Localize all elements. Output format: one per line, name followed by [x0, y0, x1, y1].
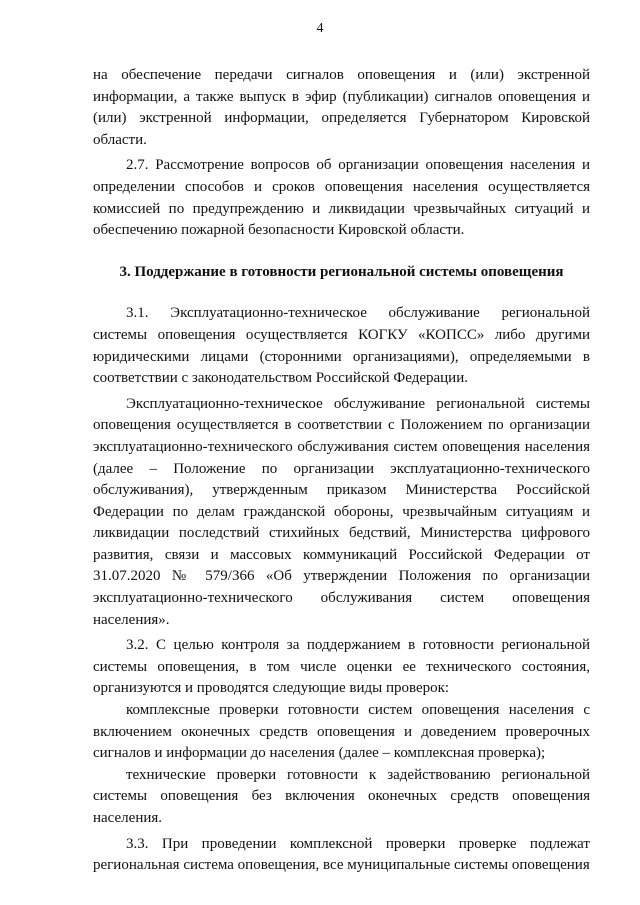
paragraph-maintenance: Эксплуатационно-техническое обслуживание региональной системы оповещения осуществляется в соответствии с Положением по организации эксплуатационно-технического обслуживания систем оповещения населения (далее – Положение по организации эксплуатационно-технического обслуживания), утвержденным приказом Министерства Российской Федерации по делам гражданской обороны, чрезвычайным ситуациям и ликвидации последствий стихийных бедствий, Министерства цифрового развития, связи и массовых коммуникаций Российской Федерации от 31.07.2020 № 579/366 «Об утверждении Положения по организации эксплуатационно-технического обслуживания систем оповещения населения».	[93, 395, 590, 628]
document-body	[93, 65, 590, 877]
section-heading-3: 3. Поддержание в готовности региональной системы оповещения	[119, 263, 564, 280]
paragraph-technical-checks: технические проверки готовности к задействованию региональной системы оповещения без включения оконечных средств оповещения населения.	[93, 766, 590, 826]
paragraph-3-2: 3.2. С целью контроля за поддержанием в готовности региональной системы оповещения, в том числе оценки ее технического состояния, организуются и проводятся следующие виды проверок:	[93, 637, 590, 697]
paragraph-3-1: 3.1. Эксплуатационно-техническое обслуживание региональной системы оповещения осуществляется КОГКУ «КОПСС» либо другими юридическими лицами (сторонними организациями), определяемыми в соответствии с законодательством Российской Федерации.	[93, 305, 590, 387]
paragraph-complex-checks: комплексные проверки готовности систем оповещения населения с включением оконечных средств оповещения и доведением проверочных сигналов и информации до населения (далее – комплексная проверка);	[93, 702, 590, 762]
paragraph-3-3: 3.3. При проведении комплексной проверки проверке подлежат региональная система оповещения, все муниципальные системы оповещения	[93, 835, 590, 874]
page-number: 4	[316, 21, 324, 36]
paragraph-2-7: 2.7. Рассмотрение вопросов об организации оповещения населения и определении способов и сроков оповещения населения осуществляется комиссией по предупреждению и ликвидации чрезвычайных ситуаций и обеспечению пожарной безопасности Кировской области.	[93, 157, 590, 239]
paragraph-continuation: на обеспечение передачи сигналов оповещения и (или) экстренной информации, а также выпуск в эфир (публикации) сигналов оповещения и (или) экстренной информации, определяется Губернатором Кировской области.	[93, 67, 590, 148]
